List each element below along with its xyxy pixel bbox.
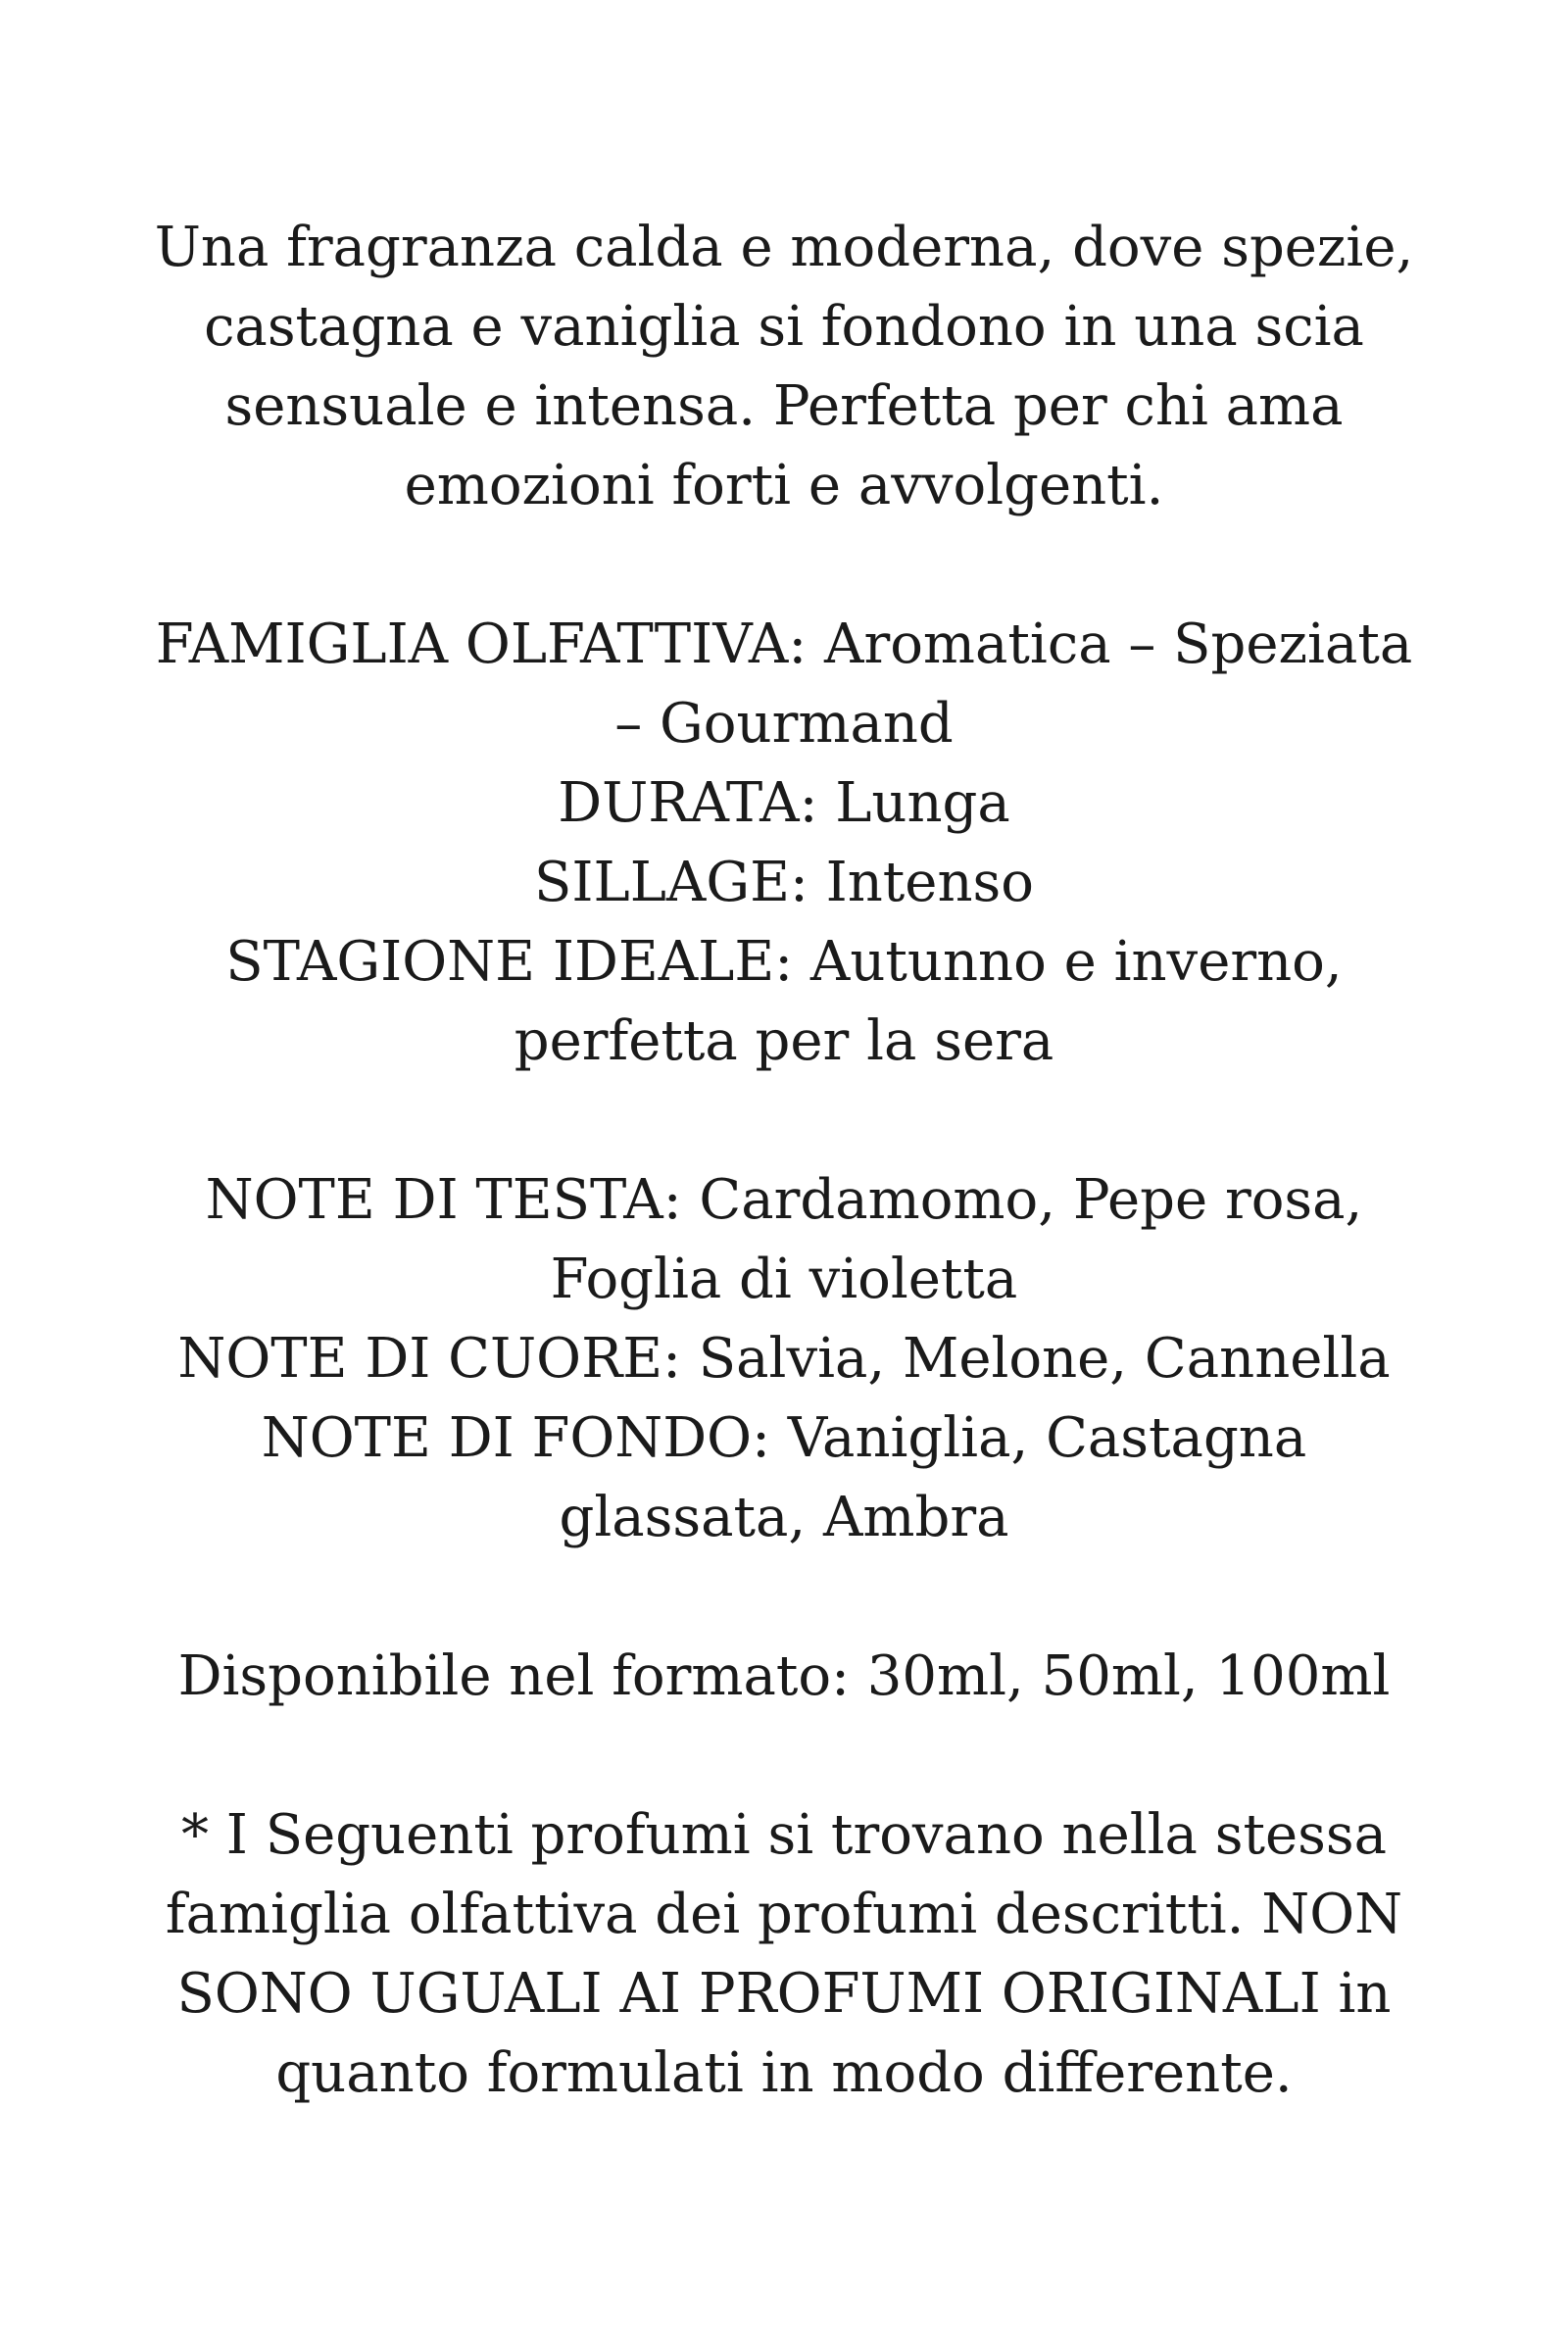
disclaimer-line: SONO UGUALI AI PROFUMI ORIGINALI in — [176, 1962, 1392, 2026]
note-di-testa-cont: Foglia di violetta — [550, 1248, 1018, 1311]
note-di-testa: NOTE DI TESTA: Cardamomo, Pepe rosa, — [205, 1168, 1363, 1232]
spacer — [118, 1557, 1450, 1637]
intro-line: sensuale e intensa. Perfetta per chi ama — [224, 374, 1344, 438]
intro-paragraph — [118, 208, 1450, 525]
note-di-fondo: NOTE DI FONDO: Vaniglia, Castagna — [261, 1406, 1307, 1470]
sillage: SILLAGE: Intenso — [534, 851, 1034, 914]
disclaimer-line: quanto formulati in modo differente. — [275, 2041, 1293, 2105]
disclaimer-line: famiglia olfattiva dei profumi descritti. NON — [165, 1883, 1403, 1946]
product-description — [118, 208, 1450, 2113]
notes-section — [118, 1160, 1450, 1557]
intro-line: Una fragranza calda e moderna, dove spezie, — [154, 216, 1414, 279]
stagione-ideale: STAGIONE IDEALE: Autunno e inverno, — [225, 930, 1343, 994]
intro-line: castagna e vaniglia si fondono in una scia — [204, 295, 1364, 359]
spacer — [118, 525, 1450, 605]
available-formats: Disponibile nel formato: 30ml, 50ml, 100ml — [177, 1644, 1391, 1708]
details-section — [118, 605, 1450, 1081]
spacer — [118, 1716, 1450, 1795]
spacer — [118, 1081, 1450, 1160]
disclaimer — [118, 1795, 1450, 2113]
disclaimer-line: * I Seguenti profumi si trovano nella stessa — [180, 1803, 1387, 1867]
note-di-cuore: NOTE DI CUORE: Salvia, Melone, Cannella — [177, 1327, 1391, 1391]
famiglia-olfattiva-cont: – Gourmand — [614, 692, 954, 756]
note-di-fondo-cont: glassata, Ambra — [559, 1486, 1009, 1549]
famiglia-olfattiva: FAMIGLIA OLFATTIVA: Aromatica – Speziata — [155, 612, 1413, 676]
durata: DURATA: Lunga — [558, 771, 1010, 835]
intro-line: emozioni forti e avvolgenti. — [404, 454, 1164, 517]
stagione-ideale-cont: perfetta per la sera — [514, 1009, 1054, 1073]
